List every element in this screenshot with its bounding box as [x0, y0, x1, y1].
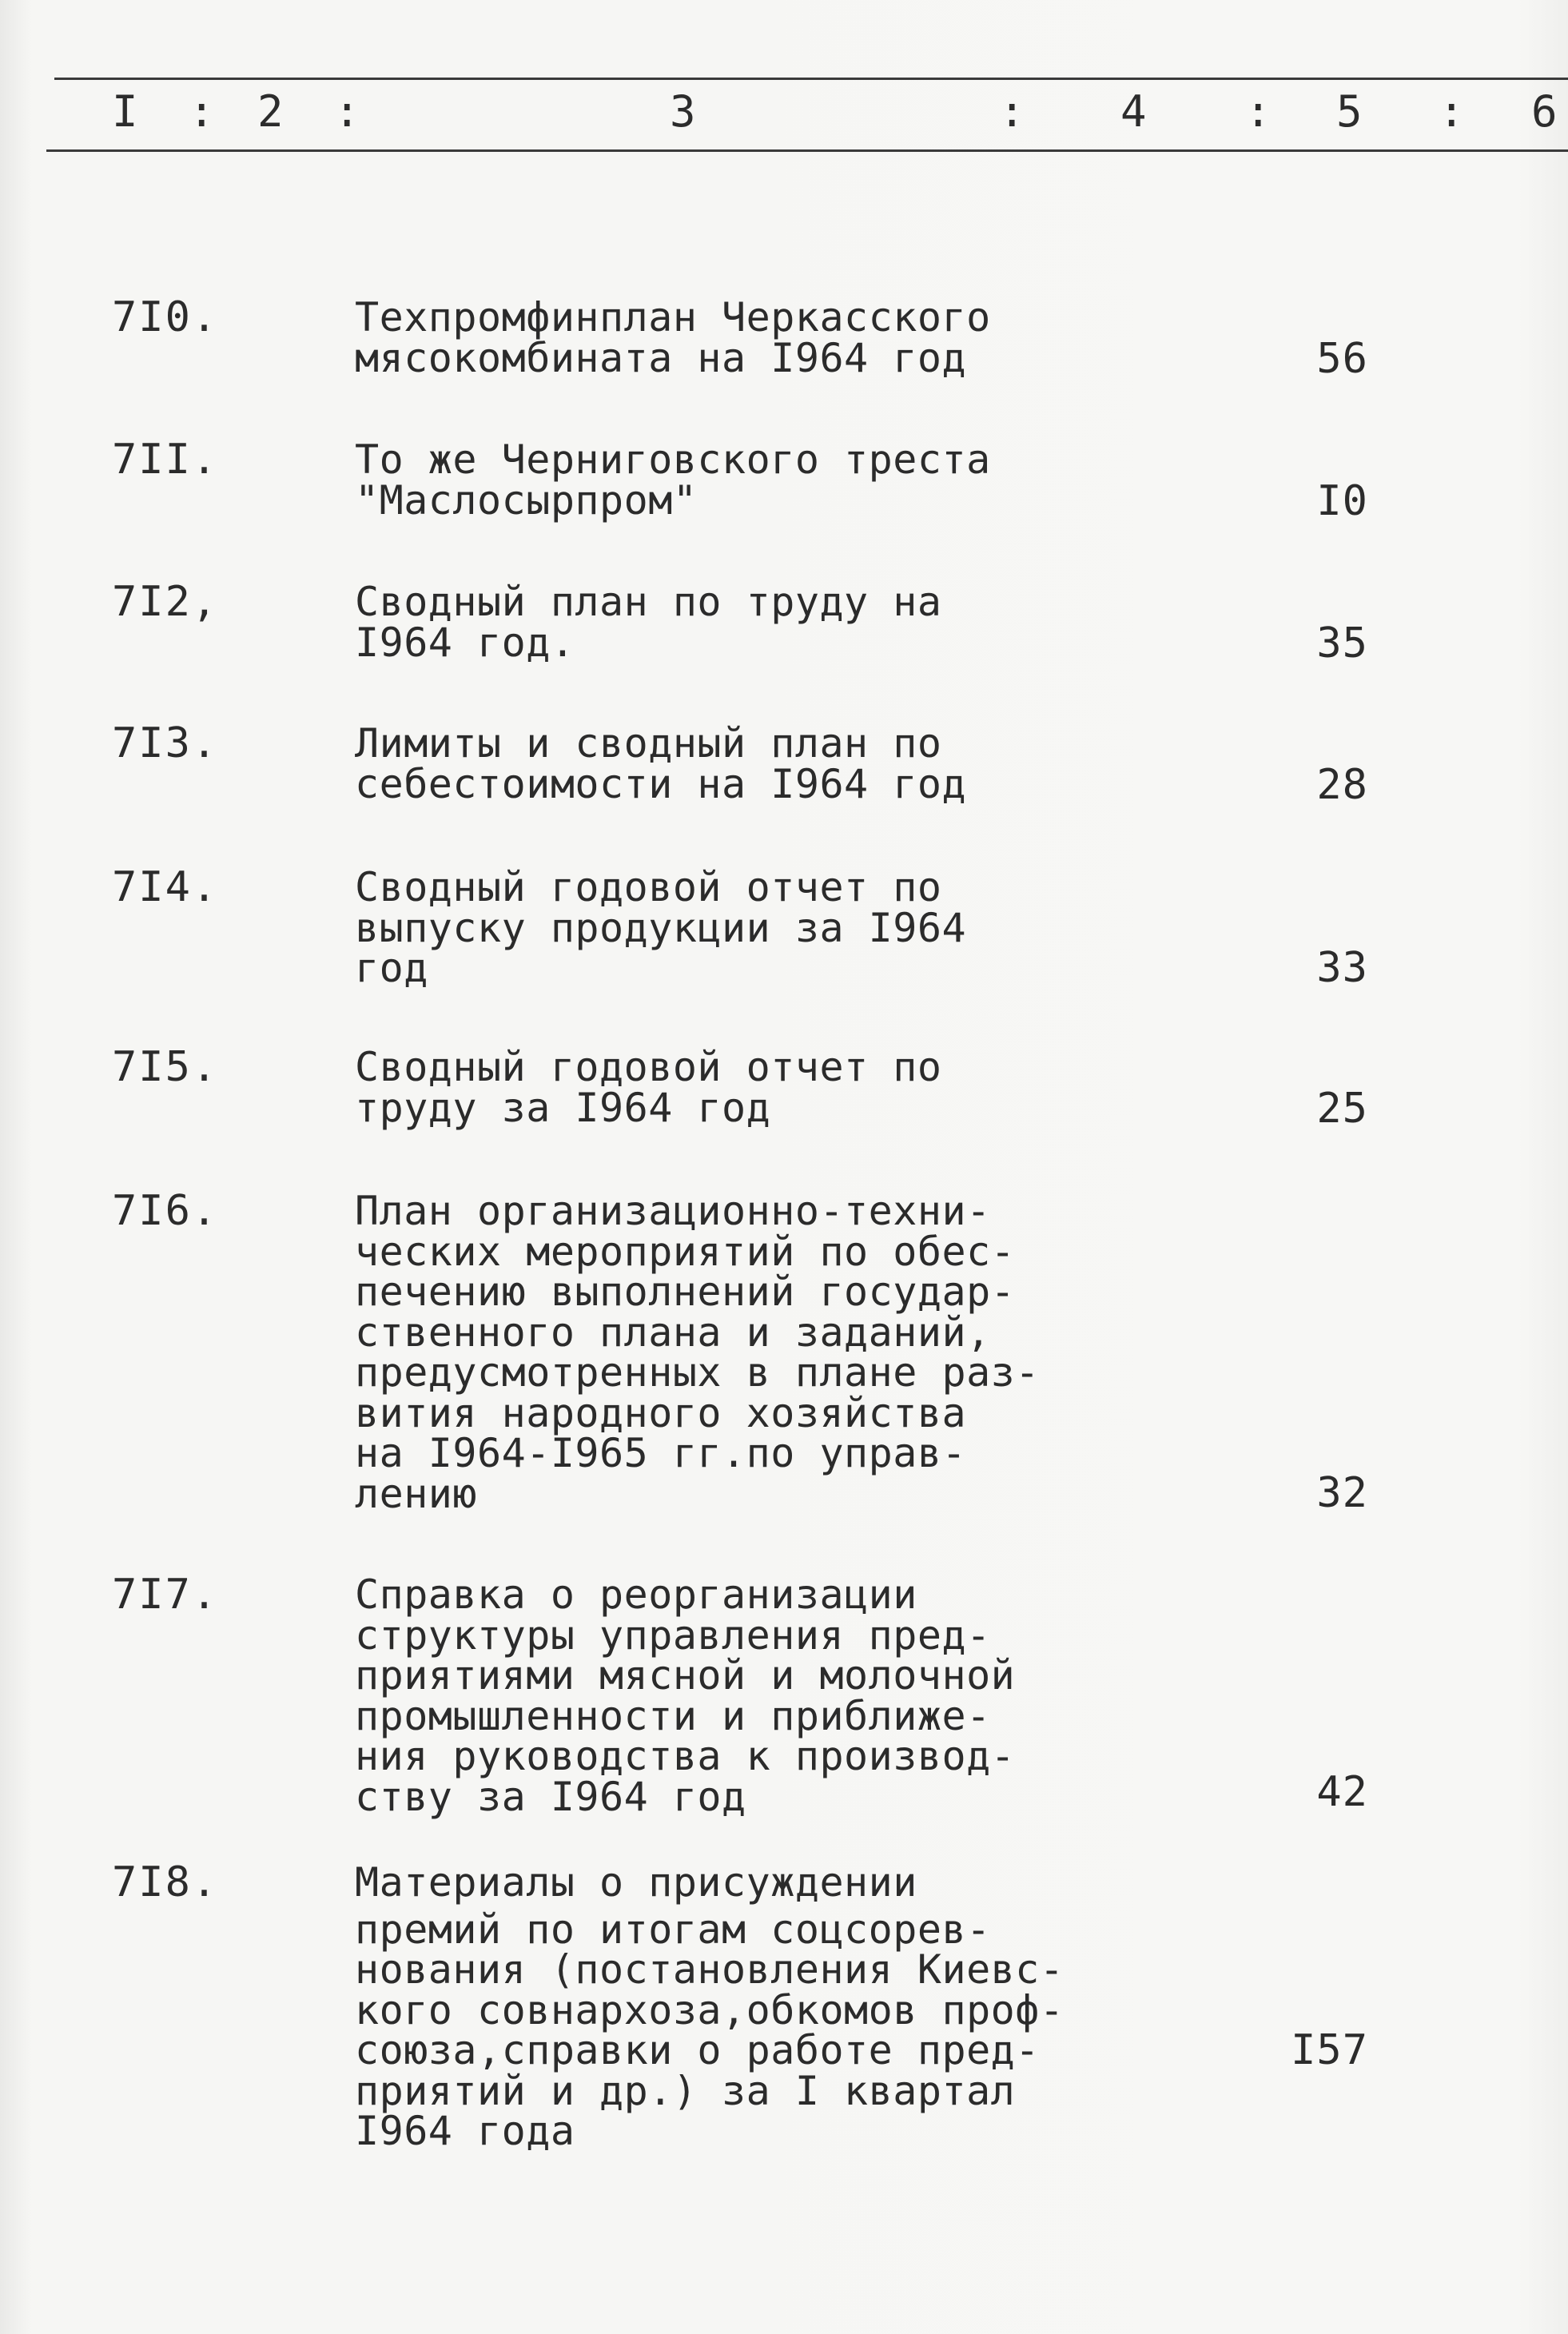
sheet-count: 56: [1316, 335, 1368, 383]
description-line: приятий и др.) за I квартал: [355, 2067, 1016, 2114]
description-line: кого совнархоза,обкомов проф-: [355, 1986, 1065, 2033]
description-line: То же Черниговского треста: [355, 436, 991, 483]
description-line: предусмотренных в плане раз-: [355, 1349, 1040, 1396]
description-line: ству за I964 год: [355, 1773, 746, 1820]
description-line: труду за I964 год: [355, 1084, 771, 1131]
column-header-2: 2: [257, 86, 284, 137]
description-line: ческих мероприятий по обес-: [355, 1228, 1016, 1275]
description-line: I964 года: [355, 2108, 575, 2154]
entry-number: 7I4.: [112, 863, 219, 911]
description-line: год: [355, 945, 428, 991]
description-line: План организационно-техни-: [355, 1188, 991, 1234]
column-header-5: 5: [1336, 86, 1363, 137]
sheet-count: 28: [1316, 761, 1368, 809]
column-separator: :: [999, 86, 1025, 137]
entry-number: 7II.: [112, 436, 219, 484]
entry-description: [355, 579, 942, 666]
column-separator: :: [189, 86, 215, 137]
sheet-count: 33: [1316, 944, 1368, 992]
description-line: вития народного хозяйства: [355, 1389, 967, 1436]
entry-description: [355, 1571, 1016, 1820]
description-line: Лимиты и сводный план по: [355, 720, 942, 767]
column-header-6: 6: [1531, 86, 1558, 137]
description-line: мясокомбината на I964 год: [355, 334, 967, 381]
description-line: структуры управления пред-: [355, 1611, 991, 1659]
entry-number: 7I3.: [112, 719, 219, 767]
description-line: лению: [355, 1470, 478, 1517]
sheet-count: 42: [1316, 1768, 1368, 1816]
sheet-count: 35: [1316, 619, 1368, 667]
entry-number: 7I0.: [112, 293, 219, 341]
column-separator: :: [334, 86, 360, 137]
description-line: союза,справки о работе пред-: [355, 2027, 1040, 2073]
entry-description: [355, 864, 967, 991]
header-bottom-rule: [46, 149, 1568, 152]
description-line: Техпромфинплан Черкасского: [355, 294, 991, 341]
entry-number: 7I6.: [112, 1187, 219, 1235]
description-line: премий по итогам соцсорев-: [355, 1906, 991, 1953]
sheet-count: I0: [1316, 477, 1368, 525]
description-line: Сводный план по труду на: [355, 579, 942, 625]
entry-description: [355, 720, 967, 807]
description-line: ственного плана и заданий,: [355, 1308, 991, 1356]
description-line: приятиями мясной и молочной: [355, 1652, 1016, 1699]
column-header-4: 4: [1120, 86, 1147, 137]
description-line: выпуску продукции за I964: [355, 904, 967, 951]
description-line: Сводный годовой отчет по: [355, 864, 942, 910]
sheet-count: 32: [1316, 1469, 1368, 1517]
entry-description: [355, 1859, 1065, 2154]
description-line: ния руководства к производ-: [355, 1733, 1016, 1779]
column-separator: :: [1245, 86, 1272, 137]
description-line: на I964-I965 гг.по управ-: [355, 1430, 967, 1476]
entry-number: 7I7.: [112, 1571, 219, 1619]
column-header-1: I: [112, 86, 138, 137]
description-line: Справка о реорганизации: [355, 1571, 917, 1618]
description-line: Сводный годовой отчет по: [355, 1044, 942, 1090]
entry-number: 7I5.: [112, 1043, 219, 1091]
entry-number: 7I2,: [112, 578, 219, 626]
entry-number: 7I8.: [112, 1858, 219, 1906]
sheet-count: 25: [1316, 1085, 1368, 1133]
description-line: "Маслосырпром": [355, 476, 698, 524]
entry-description: [355, 294, 991, 381]
description-line: себестоимости на I964 год: [355, 760, 967, 807]
description-line: промышленности и приближе-: [355, 1692, 991, 1739]
entry-description: [355, 436, 991, 524]
entry-description: [355, 1044, 942, 1131]
header-top-rule: [54, 78, 1568, 80]
sheet-count: I57: [1291, 2026, 1368, 2074]
entry-description: [355, 1188, 1040, 1517]
column-header-3: 3: [670, 86, 696, 137]
description-line: Материалы о присуждении: [355, 1859, 917, 1906]
description-line: I964 год.: [355, 619, 575, 666]
column-separator: :: [1439, 86, 1465, 137]
description-line: нования (постановления Киевс-: [355, 1946, 1065, 1993]
description-line: печению выполнений государ-: [355, 1269, 1016, 1315]
